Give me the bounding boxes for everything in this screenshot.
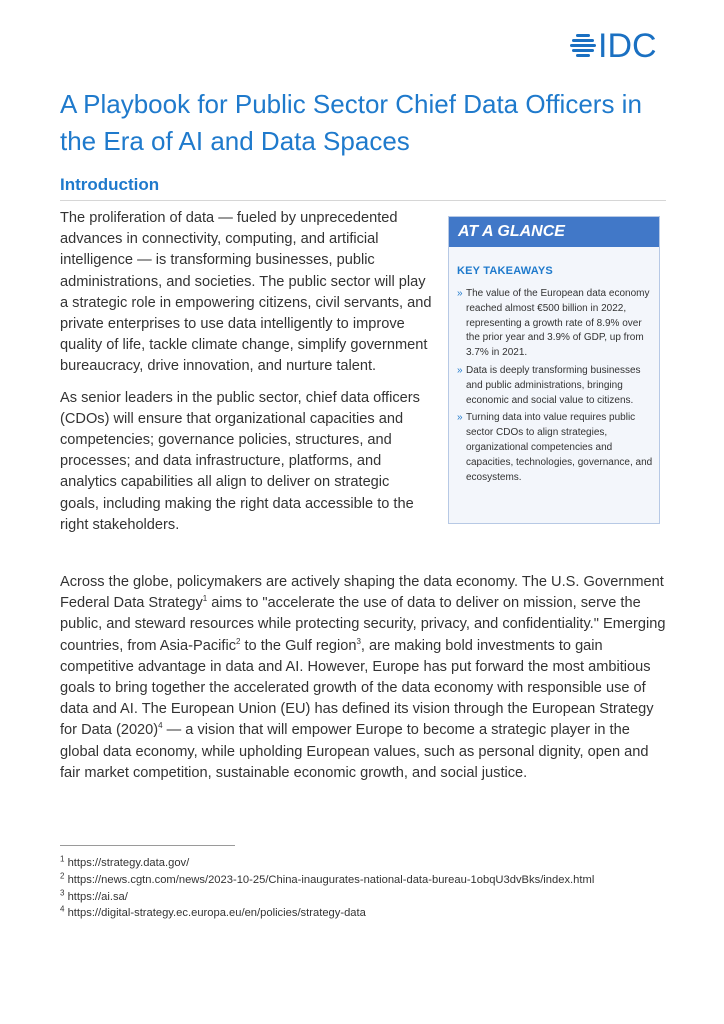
footnote-ref: 3: [356, 636, 361, 646]
page-title: A Playbook for Public Sector Chief Data Officers in the Era of AI and Data Spaces: [60, 89, 642, 156]
footnote-link[interactable]: https://news.cgtn.com/news/2023-10-25/China-inaugurates-national-data-bureau-1obqU3dvBks/index.html: [67, 873, 595, 886]
glance-title: AT A GLANCE: [449, 217, 659, 247]
logo-text: IDC: [598, 27, 657, 65]
list-item: » Turning data into value requires public sector CDOs to align strategies, organizational competencies and capacities, technologies, governance, and ecosystems.: [457, 412, 653, 483]
section-heading: Introduction: [60, 175, 160, 194]
footnote-link[interactable]: https://digital-strategy.ec.europa.eu/en/policies/strategy-data: [67, 907, 366, 920]
footnote-divider: [60, 845, 235, 846]
paragraph-1: The proliferation of data — fueled by unprecedented advances in connectivity, computing, and artificial intelligence — is transforming businesses, public administrations, and societies. The public sector will play a strategic role in empowering citizens, civil servants, and private enterprises to use data intelligently to improve quality of life, tackle climate change, simplify government bureaucracy, drive innovation, and nurture talent.: [60, 210, 432, 375]
paragraph-3: Across the globe, policymakers are actively shaping the data economy. The U.S. Government Federal Data Strategy$^1$ aims to "accelerate the use of data to deliver on mission, serve the public, and steward resources while protecting security, privacy, and confidentiality." Emerging countries, from Asia-Pacific$^2$ to the Gulf region$^3$, are making bold investments to gain competitive advantage in data and AI. However, Europe has put forward the most ambitious goals to bring together the accelerated growth of the data economy with responsible use of data and AI. The European Union (EU) has defined its vision through the European Strategy for Data $(2020)^4$ — a vision that will empower Europe to become a strategic player in the global data economy, while upholding European values, such as personal dignity, open and fair market competition, sustainable economic growth, and social justice.: [60, 574, 666, 781]
footnote-link[interactable]: https://ai.sa/: [67, 890, 128, 903]
bullet-icon: »: [457, 412, 463, 424]
footnote: $^4$ https://digital-strategy.ec.europa.eu/en/policies/strategy-data: [60, 904, 366, 920]
footnote: $^3$ https://ai.sa/: [60, 887, 128, 903]
logo-globe-icon: [570, 34, 596, 62]
footnote-ref: 2: [236, 636, 241, 646]
list-item: » Data is deeply transforming businesses and public administrations, bringing economic and social value to citizens.: [457, 364, 641, 406]
footnote: $^1$ https://strategy.data.gov/: [60, 854, 190, 869]
section-divider: [60, 200, 666, 201]
bullet-icon: »: [457, 364, 463, 376]
footnote-ref: 4: [158, 721, 163, 731]
footnote-link[interactable]: https://strategy.data.gov/: [67, 857, 190, 869]
glance-subtitle: KEY TAKEAWAYS: [457, 265, 553, 277]
footnote: $^2$ https://news.cgtn.com/news/2023-10-25/China-inaugurates-national-data-bureau-1obqU3dvBks/index.html: [60, 871, 595, 886]
list-item: » The value of the European data economy reached almost €500 billion in 2022, representing a growth rate of 8.9% over the prior year and 3.9% of GDP, up from 3.7% in 2021.: [457, 288, 650, 359]
bullet-icon: »: [457, 288, 463, 299]
takeaways-list: [449, 287, 659, 485]
intro-column: [60, 208, 432, 546]
at-a-glance-box: [448, 216, 660, 524]
idc-logo: [570, 27, 674, 66]
footnotes: [60, 855, 660, 922]
footnote-ref: 1: [202, 594, 208, 604]
paragraph-2: As senior leaders in the public sector, chief data officers (CDOs) will ensure that organizational capacities and competencies; governance policies, structures, and processes; and data infrastructure, platforms, and analytics capabilities all align to deliver on strategic goals, including making the right data accessible to the right stakeholders.: [60, 389, 420, 533]
